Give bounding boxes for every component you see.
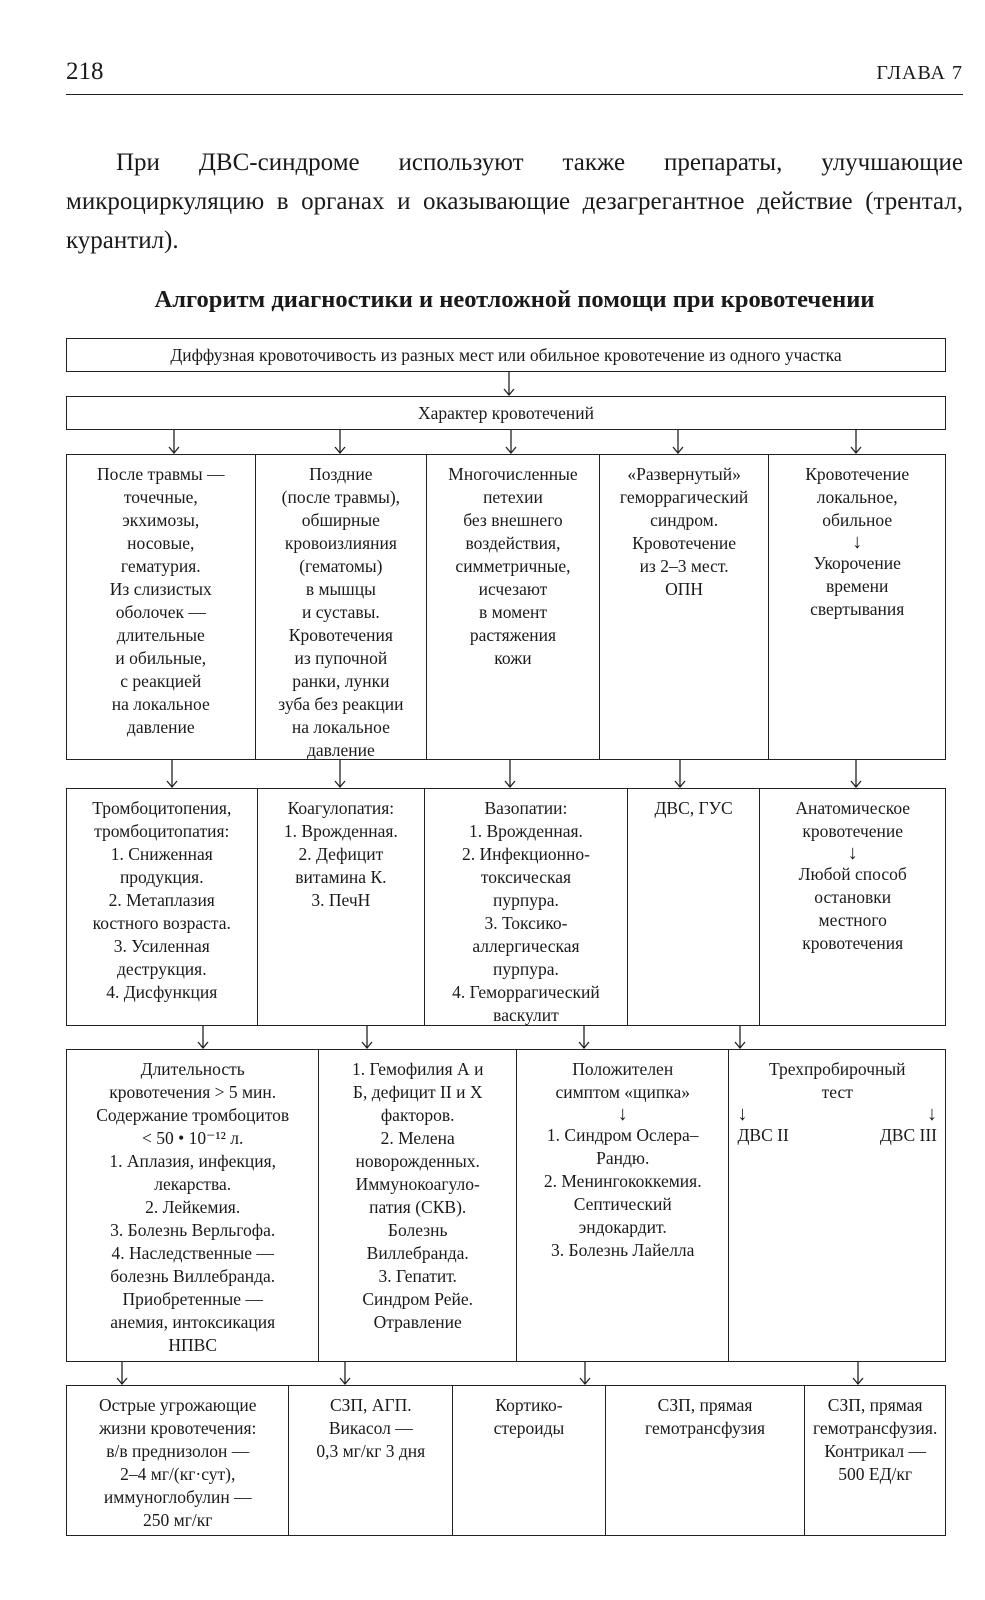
cell-line: из пупочной	[294, 648, 388, 668]
cell-line: < 50 • 10⁻¹² л.	[142, 1128, 244, 1148]
cell-line: 3. Гепатит.	[378, 1266, 457, 1286]
down-arrow-icon	[669, 430, 687, 454]
down-arrow-icon: ↓	[926, 1103, 937, 1125]
row1-cell-3	[426, 455, 599, 759]
down-arrow-icon	[847, 430, 865, 454]
cell-line: ДВС, ГУС	[654, 798, 733, 818]
cell-line: зуба без реакции	[278, 694, 404, 714]
cell-line: 3. Токсико-	[484, 913, 568, 933]
flow-row-treatment	[66, 1385, 946, 1536]
flow-top-box: Диффузная кровоточивость из разных мест или обильное кровотечение из одного участка	[66, 338, 946, 372]
down-arrow-icon: ↓	[847, 842, 858, 864]
cell-line: тест	[821, 1082, 853, 1102]
cell-line: из 2–3 мест.	[639, 556, 729, 576]
cell-line: Виллебранда.	[366, 1243, 469, 1263]
section-heading: Алгоритм диагностики и неотложной помощи при кровотечении	[154, 286, 875, 313]
row1-cell-2	[255, 455, 427, 759]
flow-character-box: Характер кровотечений	[66, 396, 946, 430]
cell-line: Любой способ	[798, 864, 907, 884]
cell-line: Приобретенные —	[122, 1289, 263, 1309]
header-rule	[66, 94, 963, 95]
dvs-iii-label: ДВС III	[879, 1125, 937, 1145]
cell-line: с реакцией	[120, 671, 202, 691]
cell-line: точечные,	[123, 487, 198, 507]
down-arrow-icon	[500, 372, 518, 396]
cell-line: лекарства.	[154, 1174, 232, 1194]
cell-line: кровотечение	[802, 821, 904, 841]
row3-cell-4	[728, 1050, 945, 1361]
cell-line: на локальное	[111, 694, 210, 714]
cell-line: Отравление	[373, 1312, 462, 1332]
cell-line: 2. Менингококкемия.	[543, 1171, 702, 1191]
cell-line: жизни кровотечения:	[99, 1418, 257, 1438]
cell-line: и обильные,	[115, 648, 207, 668]
cell-line: синдром.	[650, 510, 719, 530]
cell-line: 3. ПечН	[311, 890, 371, 910]
cell-line: 1. Сниженная	[110, 844, 213, 864]
dvs-ii-label: ДВС II	[737, 1125, 789, 1145]
cell-line: СЗП, прямая	[827, 1395, 923, 1415]
row2-cell-3	[424, 789, 627, 1025]
cell-line: 1. Гемофилия А и	[351, 1059, 484, 1079]
cell-line: Из слизистых	[109, 579, 212, 599]
cell-line: Кортико-	[495, 1395, 563, 1415]
cell-line: васкулит	[493, 1005, 559, 1025]
row3-cell-1	[67, 1050, 318, 1361]
cell-line: Содержание тромбоцитов	[96, 1105, 290, 1125]
down-arrow-icon	[502, 430, 520, 454]
cell-line: 1. Врожденная.	[283, 821, 398, 841]
cell-line: 2. Мелена	[380, 1128, 455, 1148]
cell-line: экхимозы,	[122, 510, 200, 530]
cell-line: 0,3 мг/кг 3 дня	[316, 1441, 426, 1461]
row1-cell-5	[768, 455, 945, 759]
cell-line: Положителен	[572, 1059, 674, 1079]
down-arrow-icon	[331, 760, 349, 788]
cell-line: Кровотечения	[288, 625, 393, 645]
cell-line: аллергическая	[472, 936, 580, 956]
cell-line: Контрикал —	[824, 1441, 926, 1461]
cell-line: 1. Аплазия, инфекция,	[109, 1151, 276, 1171]
flow-row-causes	[66, 788, 946, 1026]
cell-line: НПВС	[168, 1335, 218, 1355]
cell-line: ОПН	[665, 579, 704, 599]
flow-row-diagnostics	[66, 1049, 946, 1362]
cell-line: Анатомическое	[795, 798, 911, 818]
down-arrow-icon: ↓	[617, 1103, 628, 1125]
cell-line: Вазопатии:	[484, 798, 568, 818]
cell-line: (гематомы)	[299, 556, 383, 576]
down-arrow-icon	[113, 1362, 131, 1385]
down-arrow-icon	[671, 760, 689, 788]
cell-line: оболочек —	[115, 602, 206, 622]
down-arrow-icon	[336, 1362, 354, 1385]
cell-line: Септический	[573, 1194, 672, 1214]
down-arrow-icon	[575, 1026, 593, 1049]
cell-line: кровотечения > 5 мин.	[109, 1082, 277, 1102]
cell-line: 500 ЕД/кг	[838, 1464, 913, 1484]
row4-cell-2	[288, 1386, 452, 1535]
cell-line: гематурия.	[120, 556, 201, 576]
cell-line: Иммунокоагуло-	[355, 1174, 480, 1194]
cell-line: анемия, интоксикация	[110, 1312, 276, 1332]
cell-line: «Развернутый»	[627, 464, 741, 484]
cell-line: обширные	[301, 510, 380, 530]
cell-line: местного	[818, 910, 887, 930]
cell-line: без внешнего	[463, 510, 563, 530]
down-arrow-icon	[849, 1362, 867, 1385]
cell-line: Длительность	[140, 1059, 245, 1079]
cell-line: 2. Инфекционно-	[462, 844, 590, 864]
cell-line: патия (СКВ).	[369, 1197, 467, 1217]
cell-line: гемотрансфузия.	[812, 1418, 938, 1438]
cell-line: После травмы —	[97, 464, 225, 484]
cell-line: тромбоцитопатия:	[94, 821, 230, 841]
cell-line: ранки, лунки	[292, 671, 390, 691]
row1-cell-4	[599, 455, 769, 759]
down-arrow-icon	[165, 430, 183, 454]
cell-line: остановки	[814, 887, 892, 907]
down-arrow-icon	[331, 430, 349, 454]
down-arrow-icon	[501, 760, 519, 788]
cell-line: геморрагический	[619, 487, 749, 507]
row4-cell-4	[605, 1386, 805, 1535]
down-arrow-icon	[731, 1026, 749, 1049]
cell-line: факторов.	[380, 1105, 455, 1125]
cell-line: давление	[307, 740, 375, 760]
cell-line: 2. Лейкемия.	[145, 1197, 241, 1217]
cell-line: костного возраста.	[92, 913, 231, 933]
row4-cell-1	[67, 1386, 288, 1535]
cell-line: 2–4 мг/(кг·сут),	[120, 1464, 236, 1484]
cell-line: 3. Усиленная	[113, 936, 210, 956]
row2-cell-1	[67, 789, 257, 1025]
cell-line: петехии	[483, 487, 543, 507]
cell-line: болезнь Виллебранда.	[110, 1266, 276, 1286]
cell-line: Б, дефицит II и X	[352, 1082, 483, 1102]
cell-line: СЗП, АГП.	[329, 1395, 412, 1415]
cell-line: локальное,	[816, 487, 898, 507]
cell-line: 250 мг/кг	[143, 1510, 213, 1530]
cell-line: 2. Дефицит	[298, 844, 384, 864]
cell-line: гемотрансфузия	[645, 1418, 766, 1438]
cell-line: на локальное	[291, 717, 390, 737]
cell-line: носовые,	[127, 533, 195, 553]
cell-line: новорожденных.	[355, 1151, 480, 1171]
cell-line: воздействия,	[465, 533, 561, 553]
cell-line: 1. Врожденная.	[468, 821, 583, 841]
cell-line: длительные	[116, 625, 205, 645]
row2-cell-2	[257, 789, 425, 1025]
cell-line: и суставы.	[301, 602, 380, 622]
cell-line: Трехпробирочный	[768, 1059, 906, 1079]
cell-line: 1. Синдром Ослера–	[546, 1125, 699, 1145]
cell-line: Болезнь	[387, 1220, 448, 1240]
cell-line: СЗП, прямая	[657, 1395, 753, 1415]
row1-cell-1	[67, 455, 255, 759]
cell-line: растяжения	[469, 625, 557, 645]
cell-line: (после травмы),	[281, 487, 401, 507]
cell-line: Поздние	[309, 464, 373, 484]
cell-line: Викасол —	[328, 1418, 413, 1438]
page-number: 218	[66, 58, 104, 85]
down-arrow-icon: ↓	[737, 1103, 748, 1125]
down-arrow-icon	[163, 760, 181, 788]
cell-line: 4. Дисфункция	[106, 982, 218, 1002]
row3-cell-3	[516, 1050, 729, 1361]
cell-line: 2. Метаплазия	[108, 890, 215, 910]
cell-line: в/в преднизолон —	[106, 1441, 250, 1461]
cell-line: эндокардит.	[578, 1217, 667, 1237]
down-arrow-icon	[847, 760, 865, 788]
cell-line: обильное	[822, 510, 893, 530]
cell-line: продукция.	[119, 867, 204, 887]
row4-cell-3	[452, 1386, 605, 1535]
cell-line: иммуноглобулин —	[103, 1487, 252, 1507]
cell-line: свертывания	[810, 599, 905, 619]
cell-line: деструкция.	[116, 959, 207, 979]
cell-line: 3. Болезнь Верльгофа.	[110, 1220, 276, 1240]
cell-line: пурпура.	[493, 890, 559, 910]
cell-line: времени	[826, 576, 889, 596]
cell-line: исчезают	[478, 579, 548, 599]
cell-line: 3. Болезнь Лайелла	[551, 1240, 695, 1260]
row2-cell-4	[627, 789, 760, 1025]
cell-line: в мышцы	[305, 579, 376, 599]
cell-line: токсическая	[480, 867, 572, 887]
cell-line: Тромбоцитопения,	[92, 798, 232, 818]
cell-line: Коагулопатия:	[287, 798, 395, 818]
cell-line: симптом «щипка»	[555, 1082, 691, 1102]
cell-line: кровоизлияния	[284, 533, 397, 553]
chapter-title: ГЛАВА 7	[876, 62, 963, 84]
cell-line: кожи	[494, 648, 532, 668]
cell-line: пурпура.	[493, 959, 559, 979]
cell-line: симметричные,	[455, 556, 571, 576]
down-arrow-icon	[194, 1026, 212, 1049]
cell-line: давление	[126, 717, 195, 737]
down-arrow-icon	[358, 1026, 376, 1049]
cell-line: стероиды	[493, 1418, 565, 1438]
cell-line: 4. Геморрагический	[452, 982, 600, 1002]
intro-paragraph: При ДВС-синдроме используют также препараты, улучшающие микроциркуляцию в органах и оказывающие дезагрегантное действие (трентал, курантил).	[66, 149, 963, 254]
down-arrow-icon: ↓	[852, 531, 863, 553]
cell-line: Укорочение	[813, 553, 901, 573]
cell-line: Острые угрожающие	[99, 1395, 257, 1415]
cell-line: Кровотечение	[805, 464, 910, 484]
cell-line: 4. Наследственные —	[111, 1243, 274, 1263]
cell-line: кровотечения	[802, 933, 904, 953]
cell-line: витамина К.	[295, 867, 387, 887]
cell-line: Рандю.	[596, 1148, 650, 1168]
cell-line: Многочисленные	[448, 464, 578, 484]
row4-cell-5	[804, 1386, 945, 1535]
down-arrow-icon	[576, 1362, 594, 1385]
cell-line: Кровотечение	[632, 533, 737, 553]
flow-row-symptoms	[66, 454, 946, 760]
row3-cell-2	[318, 1050, 516, 1361]
cell-line: в момент	[478, 602, 547, 622]
row2-cell-5	[759, 789, 945, 1025]
cell-line: Синдром Рейе.	[362, 1289, 474, 1309]
